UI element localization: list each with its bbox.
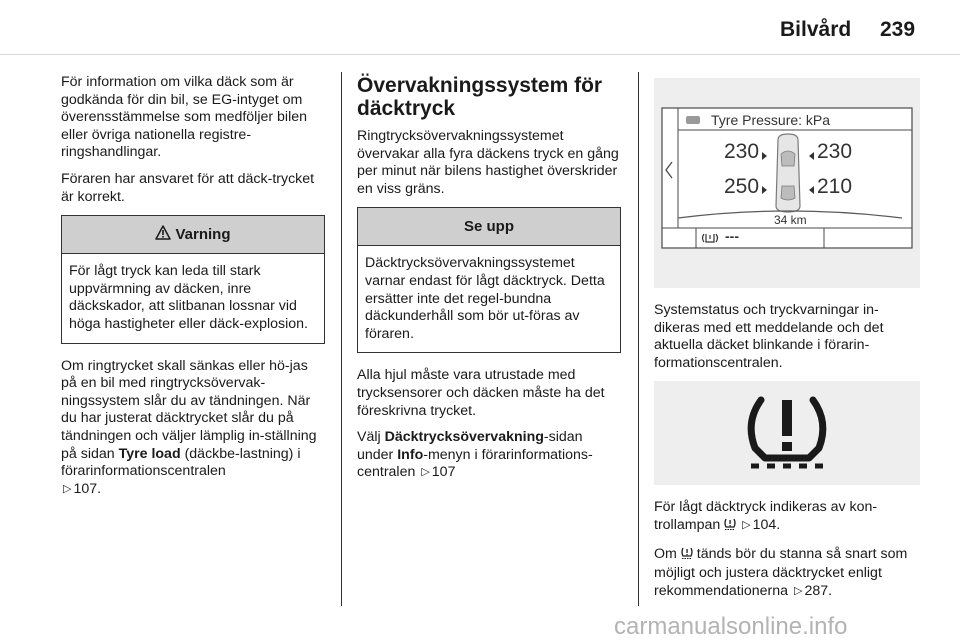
select-text-mid: -sidan under <box>357 429 583 463</box>
front-right-pressure: 230 <box>817 140 853 163</box>
page-ref-107[interactable]: 107 <box>431 464 456 481</box>
front-left-pressure: 230 <box>724 140 760 163</box>
paragraph-adjust-pressure <box>61 358 325 499</box>
low-pressure-text: För lågt däcktryck indikeras av kon-trollampan <box>654 499 878 533</box>
car-icon <box>686 116 700 124</box>
column-divider-2 <box>638 72 639 606</box>
page-section-title: Bilvård <box>780 18 852 41</box>
adjust-text-a: Om ringtrycket skall sänkas eller hö-jas på en bil med ringtrycksövervak-ningssystem slår du av tändningen. När du har justerat däcktrycket slår du på tändningen och väljer lämplig in-ställning på sidan <box>61 357 317 462</box>
warning-label: Varning <box>175 225 231 243</box>
paragraph-driver-responsibility: Föraren har ansvaret för att däck-trycket är korrekt. <box>61 170 315 205</box>
range-readout: 34 km <box>774 213 807 227</box>
paragraph-select-page <box>357 429 621 482</box>
paragraph-system-status: Systemstatus och tryckvarningar in-dikeras med ett meddelande och det aktuella däcket blinkande i förarin-formationscentralen. <box>654 302 884 371</box>
stop-text-b: tänds bör du stanna så snart som möjligt och justera däcktrycket enligt rekommendationerna <box>654 545 908 599</box>
caution-header <box>358 208 620 246</box>
caution-box <box>357 207 621 353</box>
adjust-text-b: (däckbe-lastning) i förarinformationscentralen <box>61 445 301 480</box>
paragraph-system-description: Ringtrycksövervakningssystemet övervakar alla fyra däckens tryck en gång per minut när bilens hastighet överskrider en viss gräns. <box>357 128 619 197</box>
page-ref-107[interactable]: 107. <box>73 480 102 497</box>
tpms-page-term: Däcktrycksövervakning <box>384 429 544 446</box>
tyre-load-term: Tyre load <box>118 445 181 462</box>
display-title: Tyre Pressure: kPa <box>711 112 831 128</box>
rear-right-pressure: 210 <box>817 175 853 198</box>
page-number: 239 <box>880 18 916 41</box>
section-heading: Övervakningssystem för däcktryck <box>357 74 603 120</box>
paragraph-sensors: Alla hjul måste vara utrustade med trycksensorer och däcken måste ha det föreskrivna trycket. <box>357 367 605 419</box>
tpms-inline-icon <box>681 547 693 566</box>
page-ref-arrow-icon: ▷ <box>794 584 803 597</box>
tpms-warning-lamp-figure <box>654 381 920 485</box>
caution-label: Se upp <box>463 218 514 236</box>
column-1 <box>61 74 325 507</box>
page-ref-287[interactable]: 287. <box>804 582 833 599</box>
warning-header <box>62 216 324 254</box>
tpms-warning-icon <box>741 392 833 474</box>
select-text-pre: Välj <box>357 429 385 446</box>
column-2 <box>357 74 621 491</box>
car-top-view-icon <box>776 134 800 212</box>
info-menu-term: Info <box>397 446 424 463</box>
tpms-inline-icon <box>724 518 736 537</box>
select-text-post: -menyn i förarinformations-centralen <box>357 446 593 481</box>
paragraph-tire-approval: För information om vilka däck som är godkända för din bil, se EG-intyget om överensstämmelse som medföljer bilen eller övriga nationella registre-ringshandlingar. <box>61 74 308 161</box>
column-divider-1 <box>341 72 342 606</box>
rear-left-pressure: 250 <box>724 175 760 198</box>
page-ref-104[interactable]: 104. <box>752 516 781 533</box>
paragraph-stop-advice <box>654 546 920 601</box>
warning-text: För lågt tryck kan leda till stark uppvärmning av däcken, inre däckskador, att slitbanan lossnar vid höga hastigheter eller däck-explosion. <box>69 263 308 332</box>
page-ref-arrow-icon: ▷ <box>63 482 72 495</box>
warning-triangle-icon <box>155 225 171 245</box>
stop-text-a: Om <box>654 545 677 562</box>
header-divider <box>0 54 960 55</box>
caution-text: Däcktrycksövervakningssystemet varnar endast för lågt däcktryck. Detta ersätter inte det regel-bundna däckunderhåll som bör ut-föras av föraren. <box>365 255 605 342</box>
page-ref-arrow-icon: ▷ <box>421 466 430 479</box>
paragraph-low-pressure <box>654 499 920 536</box>
warning-box <box>61 215 325 343</box>
column-3 <box>654 74 920 609</box>
tyre-pressure-display-figure <box>654 78 920 288</box>
watermark: carmanualsonline.info <box>614 613 848 640</box>
status-readout: --- <box>725 228 739 244</box>
page-ref-arrow-icon: ▷ <box>742 518 751 531</box>
